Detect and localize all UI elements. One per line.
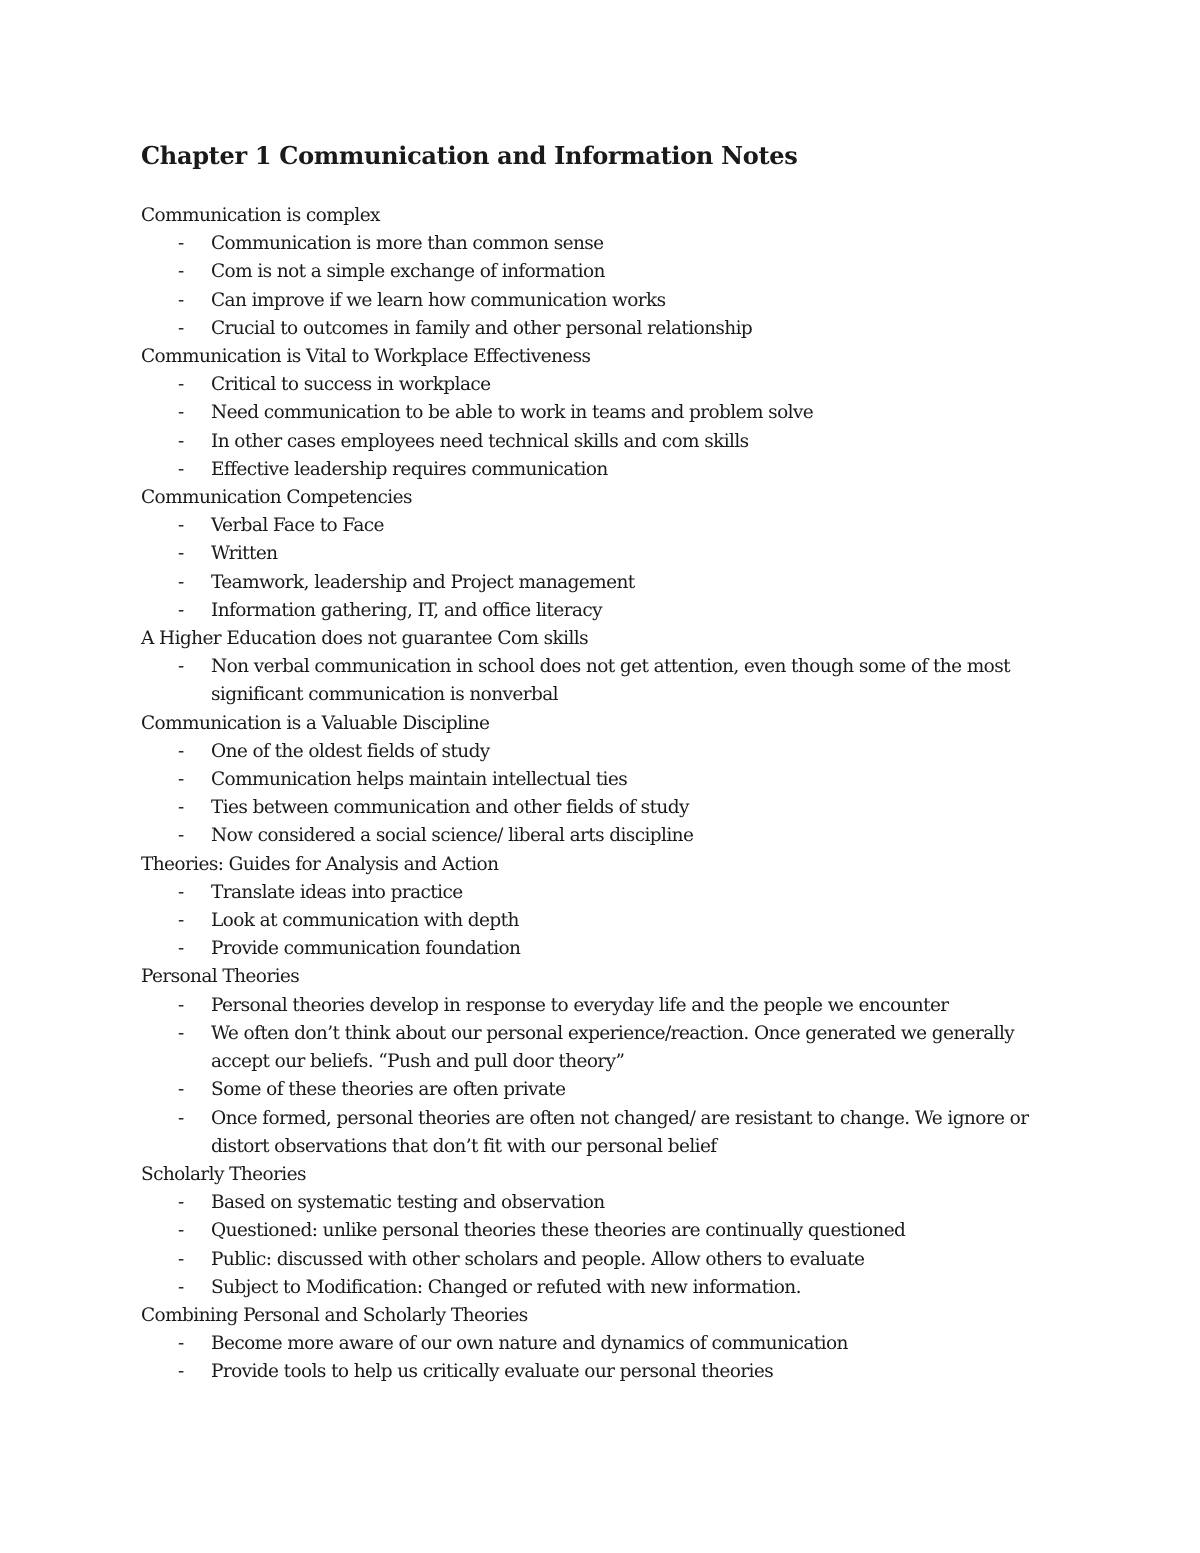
bullet-text: Teamwork, leadership and Project management bbox=[211, 571, 635, 593]
bullet-item bbox=[141, 907, 1041, 935]
bullet-dash-icon: - bbox=[178, 402, 184, 424]
bullet-dash-icon: - bbox=[178, 769, 184, 791]
section-heading: Scholarly Theories bbox=[141, 1163, 306, 1185]
bullet-item bbox=[141, 1330, 1041, 1358]
bullet-item bbox=[141, 315, 1041, 343]
bullet-item bbox=[141, 569, 1041, 597]
bullet-text: Communication is more than common sense bbox=[211, 233, 604, 255]
notes-section bbox=[141, 1302, 1041, 1387]
bullet-item bbox=[141, 879, 1041, 907]
bullet-text: Questioned: unlike personal theories these theories are continually questioned bbox=[211, 1220, 906, 1242]
bullet-dash-icon: - bbox=[178, 317, 184, 339]
bullet-text: Based on systematic testing and observation bbox=[211, 1192, 605, 1214]
bullet-item bbox=[141, 766, 1041, 794]
bullet-item bbox=[141, 1020, 1041, 1076]
bullet-text: Provide communication foundation bbox=[211, 938, 521, 960]
notes-section bbox=[141, 343, 1041, 484]
bullet-dash-icon: - bbox=[178, 289, 184, 311]
notes-section bbox=[141, 710, 1041, 851]
bullet-item bbox=[141, 456, 1041, 484]
bullet-text: In other cases employees need technical skills and com skills bbox=[211, 430, 749, 452]
bullet-dash-icon: - bbox=[178, 1107, 184, 1129]
bullet-item bbox=[141, 1105, 1041, 1161]
bullet-list bbox=[141, 992, 1041, 1161]
bullet-text: Effective leadership requires communication bbox=[211, 458, 608, 480]
bullet-dash-icon: - bbox=[178, 458, 184, 480]
bullet-list bbox=[141, 738, 1041, 851]
bullet-dash-icon: - bbox=[178, 233, 184, 255]
bullet-list bbox=[141, 512, 1041, 625]
bullet-dash-icon: - bbox=[178, 261, 184, 283]
bullet-text: Communication helps maintain intellectual ties bbox=[211, 769, 628, 791]
bullet-dash-icon: - bbox=[178, 1220, 184, 1242]
bullet-item bbox=[141, 428, 1041, 456]
bullet-dash-icon: - bbox=[178, 656, 184, 678]
bullet-text: Non verbal communication in school does not get attention, even though some of the most significant communication is nonverbal bbox=[211, 656, 1010, 706]
bullet-text: Provide tools to help us critically evaluate our personal theories bbox=[211, 1361, 774, 1383]
bullet-dash-icon: - bbox=[178, 825, 184, 847]
bullet-dash-icon: - bbox=[178, 938, 184, 960]
bullet-list bbox=[141, 371, 1041, 484]
bullet-dash-icon: - bbox=[178, 881, 184, 903]
bullet-text: Verbal Face to Face bbox=[211, 515, 384, 537]
bullet-item bbox=[141, 540, 1041, 568]
bullet-dash-icon: - bbox=[178, 515, 184, 537]
bullet-dash-icon: - bbox=[178, 571, 184, 593]
bullet-item bbox=[141, 371, 1041, 399]
bullet-text: Translate ideas into practice bbox=[211, 881, 463, 903]
bullet-dash-icon: - bbox=[178, 910, 184, 932]
bullet-dash-icon: - bbox=[178, 994, 184, 1016]
bullet-list bbox=[141, 1189, 1041, 1302]
bullet-text: Once formed, personal theories are often not changed/ are resistant to change. We ignore or distort observations that don’t fit with our personal belief bbox=[211, 1107, 1029, 1157]
bullet-text: Can improve if we learn how communicati​on works bbox=[211, 289, 666, 311]
bullet-text: One of the oldest fields of study bbox=[211, 740, 490, 762]
bullet-text: Some of these theories are often private bbox=[211, 1079, 566, 1101]
bullet-item bbox=[141, 1358, 1041, 1386]
bullet-text: Information gathering, IT, and office literacy bbox=[211, 599, 602, 621]
bullet-item bbox=[141, 1274, 1041, 1302]
bullet-list bbox=[141, 230, 1041, 343]
bullet-dash-icon: - bbox=[178, 1079, 184, 1101]
bullet-item bbox=[141, 794, 1041, 822]
bullet-dash-icon: - bbox=[178, 374, 184, 396]
bullet-text: Now considered a social science/ liberal arts discipline bbox=[211, 825, 694, 847]
bullet-item bbox=[141, 1246, 1041, 1274]
bullet-dash-icon: - bbox=[178, 543, 184, 565]
bullet-text: Ties between communication and other fields of study bbox=[211, 797, 689, 819]
document-page bbox=[141, 138, 1041, 1387]
bullet-text: Public: discussed with other scholars and people. Allow others to evaluate bbox=[211, 1248, 865, 1270]
bullet-text: Look at communication with depth bbox=[211, 910, 519, 932]
bullet-item bbox=[141, 992, 1041, 1020]
section-heading: Communication is Vital to Workplace Effectiveness bbox=[141, 346, 591, 368]
bullet-item bbox=[141, 1076, 1041, 1104]
bullet-text: Need communication to be able to work in teams and problem solve bbox=[211, 402, 814, 424]
bullet-item bbox=[141, 287, 1041, 315]
notes-section bbox=[141, 202, 1041, 343]
bullet-item bbox=[141, 258, 1041, 286]
bullet-dash-icon: - bbox=[178, 430, 184, 452]
notes-section bbox=[141, 484, 1041, 625]
notes-section bbox=[141, 625, 1041, 710]
section-heading: Communication is complex bbox=[141, 205, 380, 226]
bullet-list bbox=[141, 879, 1041, 964]
bullet-item bbox=[141, 230, 1041, 258]
bullet-dash-icon: - bbox=[178, 1333, 184, 1355]
bullet-text: Personal theories develop in response to everyday life and the people we encounter bbox=[211, 994, 949, 1016]
bullet-list bbox=[141, 653, 1041, 709]
notes-section bbox=[141, 1161, 1041, 1302]
section-heading: A Higher Education does not guarantee Com skills bbox=[141, 628, 588, 650]
bullet-dash-icon: - bbox=[178, 1248, 184, 1270]
bullet-item bbox=[141, 1189, 1041, 1217]
bullet-dash-icon: - bbox=[178, 1276, 184, 1298]
bullet-item bbox=[141, 597, 1041, 625]
bullet-text: Subject to Modification: Changed or refuted with new information. bbox=[211, 1276, 801, 1298]
bullet-item bbox=[141, 399, 1041, 427]
bullet-dash-icon: - bbox=[178, 797, 184, 819]
bullet-dash-icon: - bbox=[178, 1192, 184, 1214]
bullet-item bbox=[141, 738, 1041, 766]
bullet-item bbox=[141, 653, 1041, 709]
section-heading: Communication is a Valuable Discipline bbox=[141, 712, 490, 734]
bullet-item bbox=[141, 935, 1041, 963]
bullet-item bbox=[141, 822, 1041, 850]
bullet-dash-icon: - bbox=[178, 1022, 184, 1044]
bullet-text: Com is not a simple exchange of information bbox=[211, 261, 605, 283]
bullet-dash-icon: - bbox=[178, 740, 184, 762]
section-heading: Theories: Guides for Analysis and Action bbox=[141, 853, 499, 875]
bullet-item bbox=[141, 512, 1041, 540]
notes-body bbox=[141, 202, 1041, 1387]
section-heading: Communication Competencies bbox=[141, 487, 412, 509]
bullet-text: We often don’t think about our personal experience/reaction. Once generated we generally accept our beliefs. “Push and pull door theory” bbox=[211, 1022, 1015, 1073]
bullet-dash-icon: - bbox=[178, 599, 184, 621]
notes-section bbox=[141, 963, 1041, 1160]
section-heading: Combining Personal and Scholarly Theories bbox=[141, 1304, 528, 1326]
bullet-text: Critical to success in workplace bbox=[211, 374, 491, 396]
bullet-item bbox=[141, 1217, 1041, 1245]
bullet-dash-icon: - bbox=[178, 1361, 184, 1383]
bullet-list bbox=[141, 1330, 1041, 1386]
bullet-text: Crucial to outcomes in family and other personal relationship bbox=[211, 317, 753, 339]
section-heading: Personal Theories bbox=[141, 966, 300, 988]
notes-section bbox=[141, 851, 1041, 964]
bullet-text: Written bbox=[211, 543, 278, 565]
page-title: Chapter 1 Communication and Information Notes bbox=[141, 141, 798, 170]
bullet-text: Become more aware of our own nature and dynamics of communication bbox=[211, 1333, 848, 1355]
